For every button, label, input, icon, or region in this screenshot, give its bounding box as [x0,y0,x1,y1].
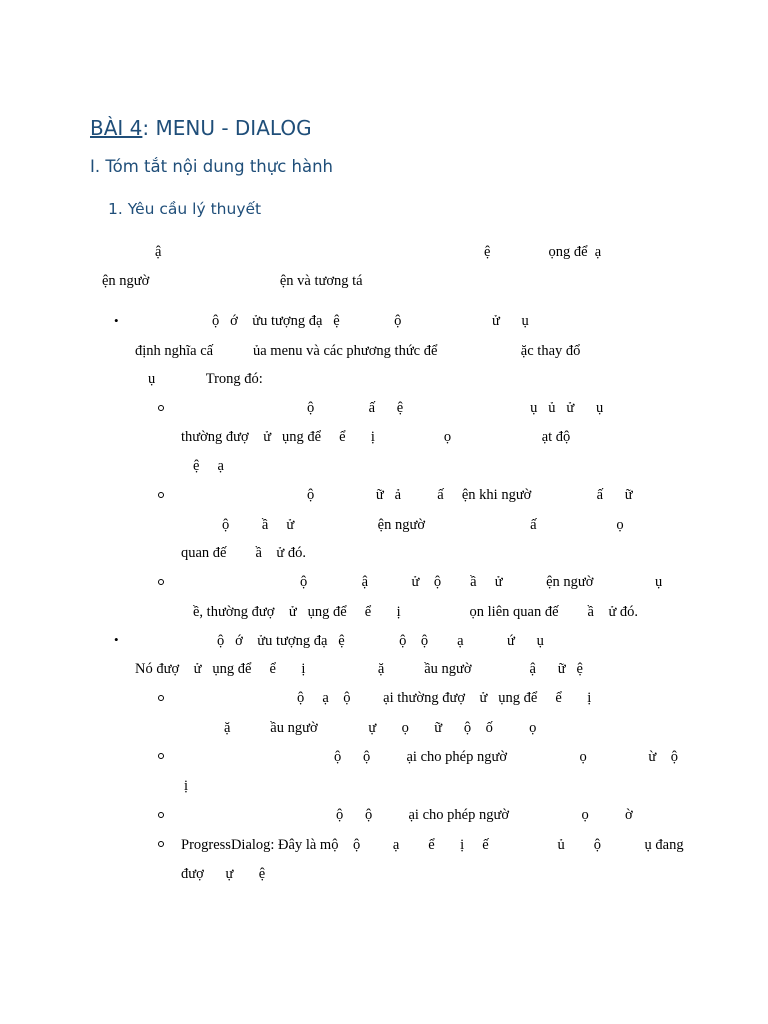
bullet-1-sub-3-line-1: ộ ậ ử ộ ầ ử ện ngườ ụ [300,574,663,590]
bullet-1-line-3: ụ Trong đó: [148,371,263,387]
intro-line-2: ện ngườ ện và tương tá [102,273,363,289]
bullet-1-sub-1-line-3: ệ ạ [193,458,224,474]
bullet-2-sub-2-line-2: ị [184,778,189,794]
bullet-marker-2: • [114,632,119,647]
bullet-1-sub-2-line-3: quan đế ầ ử đó. [181,545,307,561]
bullet-2-sub-1-line-2: ặ ầu ngườ ự ọ ữ ộ ố ọ [224,720,537,736]
bullet-1-sub-1-line-2: thường đượ ử ụng để ể ị ọ ạt độ [181,429,571,445]
circle-marker [158,812,164,818]
circle-marker [158,753,164,759]
bullet-2-sub-4-line-2: đượ ự ệ [181,866,266,882]
lesson-title: : MENU - DIALOG [142,116,312,140]
lesson-heading [90,116,312,140]
bullet-1-sub-2-line-1: ộ ữ ả ấ ện khi ngườ ấ ữ [307,487,633,503]
circle-marker [158,405,164,411]
bullet-1-sub-1-line-1: ộ ấ ệ ụ ủ ử ụ [307,400,604,416]
bullet-2-sub-2-line-1: ộ ộ ại cho phép ngườ ọ ừ ộ [334,749,678,765]
bullet-2-sub-3-line-1: ộ ộ ại cho phép ngườ ọ ờ [336,807,633,823]
subsection-title: 1. Yêu cầu lý thuyết [108,200,262,218]
bullet-1-sub-2-line-2: ộ ầ ử ện ngườ ấ ọ [222,517,624,533]
circle-marker [158,579,164,585]
bullet-2-sub-4-line-1: ProgressDialog: Đây là mộ ộ ạ ể ị ế ủ ộ ụ đang [181,837,684,853]
bullet-1-line-1: ộ ớ ửu tượng đạ ệ ộ ử ụ [212,313,529,329]
lesson-label: BÀI 4 [90,116,143,140]
circle-marker [158,695,164,701]
bullet-1-line-2: định nghĩa cấ ủa menu và các phương thức để ặc thay đổ [135,343,581,359]
intro-line-1: ậ ệ ọng để ạ [155,244,602,260]
bullet-1-sub-3-line-2: ề, thường đượ ử ụng để ể ị ọn liên quan đế ầ ử đó. [193,604,639,620]
section-title: I. Tóm tắt nội dung thực hành [90,157,334,176]
bullet-2-line-2: Nó đượ ử ụng để ể ị ặ ầu ngườ ậ ữ ệ [135,661,583,677]
bullet-marker-1: • [114,313,119,328]
bullet-2-line-1: ộ ớ ửu tượng đạ ệ ộ ộ ạ ứ ụ [217,633,544,649]
circle-marker [158,492,164,498]
circle-marker [158,841,164,847]
bullet-2-sub-1-line-1: ộ ạ ộ ại thường đượ ử ụng để ể ị [297,690,592,706]
